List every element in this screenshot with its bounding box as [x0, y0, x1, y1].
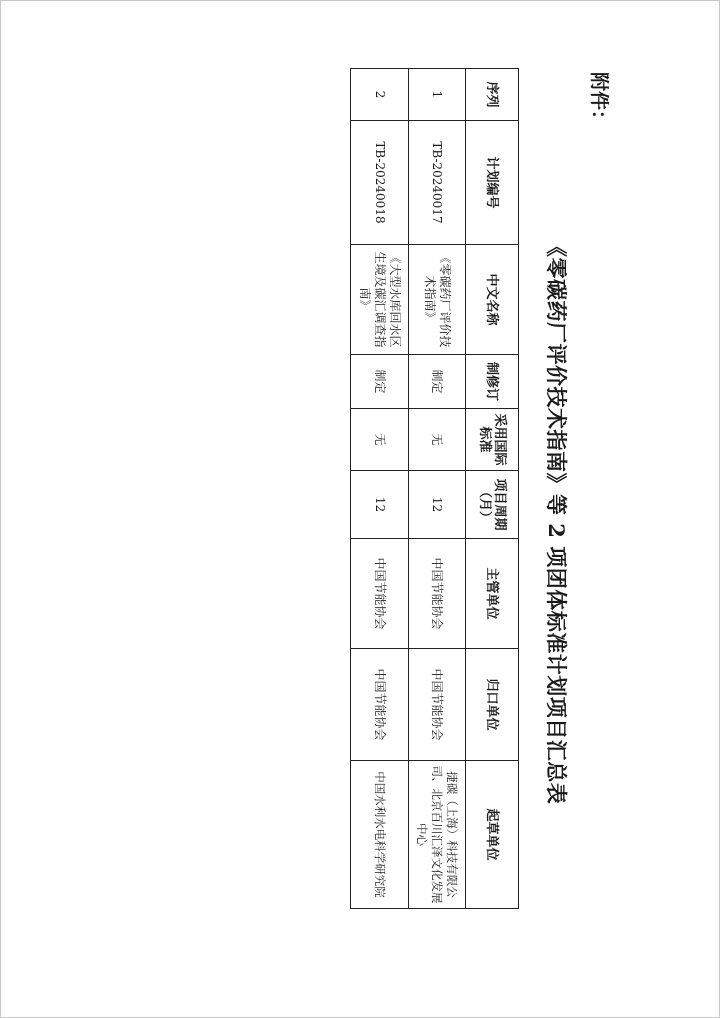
cell-revision: 制定	[409, 355, 466, 409]
cell-responsible-unit: 中国节能协会	[351, 649, 409, 761]
cell-authority: 中国节能协会	[409, 539, 466, 649]
header-cell: 序列	[466, 69, 519, 121]
header-cell: 归口单位	[466, 649, 519, 761]
cell-authority: 中国节能协会	[351, 539, 409, 649]
table-header-row	[466, 69, 519, 909]
cell-revision: 制定	[351, 355, 409, 409]
cell-chinese-name: 《大型水库回水区生境及碳汇调查指南》	[351, 245, 409, 355]
cell-drafting-unit: 中国水利水电科学研究院	[351, 761, 409, 909]
cell-plan-number: TB-20240018	[351, 121, 409, 245]
cell-index: 2	[351, 69, 409, 121]
header-cell: 起草单位	[466, 761, 519, 909]
cell-intl-standard: 无	[409, 409, 466, 471]
header-cell: 计划编号	[466, 121, 519, 245]
cell-plan-number: TB-20240017	[409, 121, 466, 245]
standards-table	[350, 68, 519, 909]
cell-chinese-name: 《零碳药厂评价技术指南》	[409, 245, 466, 355]
header-cell: 中文名称	[466, 245, 519, 355]
header-cell: 采用国际标准	[466, 409, 519, 471]
table-row	[409, 69, 466, 909]
header-cell: 项目周期（月）	[466, 471, 519, 539]
attachment-heading: 附件：	[588, 72, 610, 130]
header-cell: 主管单位	[466, 539, 519, 649]
cell-intl-standard: 无	[351, 409, 409, 471]
cell-index: 1	[409, 69, 466, 121]
header-cell: 制修订	[466, 355, 519, 409]
cell-period: 12	[351, 471, 409, 539]
document-title: 《零碳药厂评价技术指南》等 2 项团体标准计划项目汇总表	[544, 236, 569, 805]
cell-responsible-unit: 中国节能协会	[409, 649, 466, 761]
cell-period: 12	[409, 471, 466, 539]
table-row	[351, 69, 409, 909]
cell-drafting-unit: 捷碳（上海）科技有限公司、北京百川汇泽文化发展中心	[409, 761, 466, 909]
